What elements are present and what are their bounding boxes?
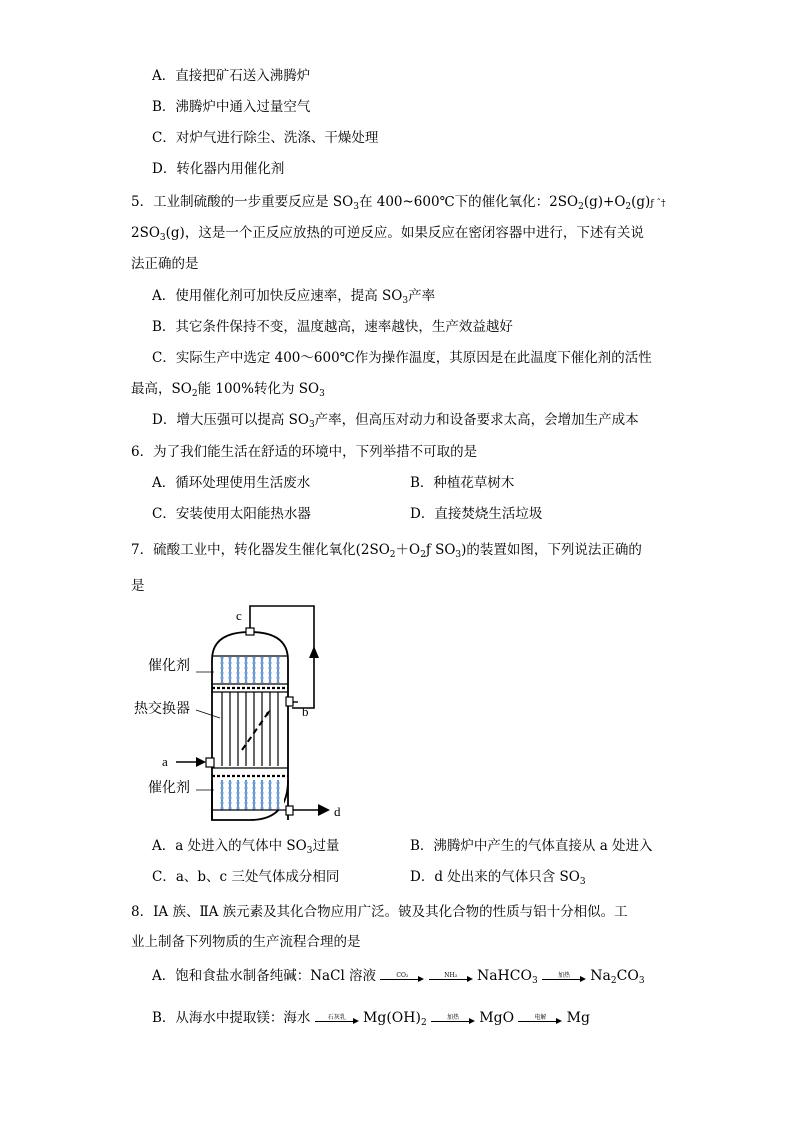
q6-option-c: C．安装使用太阳能热水器: [152, 506, 311, 522]
label-heat-exchanger: 热交换器: [134, 701, 190, 717]
q4-option-c: C．对炉气进行除尘、洗涤、干燥处理: [152, 130, 379, 146]
q5-option-c-line1: C．实际生产中选定 400～600℃作为操作温度，其原因是在此温度下催化剂的活性: [152, 350, 652, 366]
bottom-catalyst-bed: [216, 780, 284, 810]
pipe-arrow-up: [309, 646, 319, 658]
label-c: c: [236, 608, 242, 623]
q7-option-c: C．a、b、c 三处气体成分相同: [152, 869, 340, 885]
q4-option-a: A．直接把矿石送入沸腾炉: [152, 68, 311, 84]
q5-option-d: D．增大压强可以提高 $SO_3$产率，但高压对动力和设备要求太高，会增加生产成本: [152, 412, 639, 430]
q8-stem-line2: 业上制备下列物质的生产流程合理的是: [131, 934, 361, 950]
label-d: d: [334, 804, 341, 819]
reaction-arrow-heat-2: 加热: [431, 1012, 475, 1026]
top-catalyst-bed: [216, 657, 284, 683]
q8-option-a: A．饱和食盐水制备纯碱：NaCl 溶液 CO₂ NH₃ NaHCO$_3$ 加热 $Na_2CO_3$: [152, 968, 645, 986]
label-b: b: [302, 704, 309, 719]
q7-option-a: A．a 处进入的气体中 $SO_3$过量: [152, 838, 340, 856]
q6-option-b: B．种植花草树木: [410, 475, 515, 491]
label-a: a: [162, 754, 168, 769]
q4-option-b: B．沸腾炉中通入过量空气: [152, 99, 311, 115]
q4-option-d: D．转化器内用催化剂: [152, 161, 285, 177]
q6-option-a: A．循环处理使用生活废水: [152, 475, 311, 491]
q7-option-d: D．d 处出来的气体只含 $SO_3$: [410, 869, 586, 887]
q6-option-d: D．直接焚烧生活垃圾: [410, 506, 543, 522]
label-catalyst-top: 催化剂: [148, 658, 190, 674]
heat-exchanger-tubes: [222, 692, 278, 766]
q8-stem-line1: 8．ⅠA 族、ⅡA 族元素及其化合物应用广泛。铍及其化合物的性质与铝十分相似。工: [131, 904, 628, 920]
q5-stem-line2: $2SO_3(g)$，这是一个正反应放热的可逆反应。如果反应在密闭容器中进行，下述有关说: [131, 225, 644, 243]
q7-stem-line2: 是: [131, 578, 145, 594]
q5-option-b: B．其它条件保持不变，温度越高，速率越快，生产效益越好: [152, 319, 513, 335]
q7-option-b: B．沸腾炉中产生的气体直接从 a 处进入: [410, 838, 653, 854]
q7-stem-line1: 7．硫酸工业中，转化器发生催化氧化($2SO_2+O_2ƒ$ $SO_3$)的装置如图，下列说法正确的: [131, 542, 642, 560]
q5-stem-line3: 法正确的是: [131, 256, 199, 272]
inlet-arrow: [196, 757, 206, 767]
outlet-arrow: [318, 804, 330, 816]
q5-option-a: A．使用催化剂可加快反应速率，提高 $SO_3$产率: [152, 288, 436, 306]
reaction-arrow-heat: 加热: [542, 970, 586, 984]
label-catalyst-bottom: 催化剂: [148, 780, 190, 796]
q5-stem-line1: 5．工业制硫酸的一步重要反应是 $SO_3$在 400~600℃下的催化氧化：$2SO_2(g)+O_2(g)ƒ$ ˆ†: [131, 194, 666, 212]
nozzle-d: [286, 806, 293, 815]
nozzle-b: [286, 697, 293, 706]
reaction-arrow-lime: 石灰乳: [315, 1012, 359, 1026]
q8-option-b: B．从海水中提取镁：海水 石灰乳 $Mg(OH)_2$ 加热 MgO 电解 Mg: [152, 1010, 590, 1028]
nozzle-c: [246, 628, 254, 635]
q5-option-c-line2: 最高，$SO_2$能 100%转化为 $SO_3$: [131, 381, 325, 399]
nozzle-a: [206, 758, 214, 767]
converter-diagram: [130, 600, 360, 830]
reaction-arrow-electrolysis: 电解: [518, 1012, 562, 1026]
reaction-arrow-nh3: NH₃: [429, 970, 473, 984]
q6-stem: 6．为了我们能生活在舒适的环境中，下列举措不可取的是: [131, 444, 478, 460]
reaction-arrow-co2: CO₂: [380, 970, 424, 984]
